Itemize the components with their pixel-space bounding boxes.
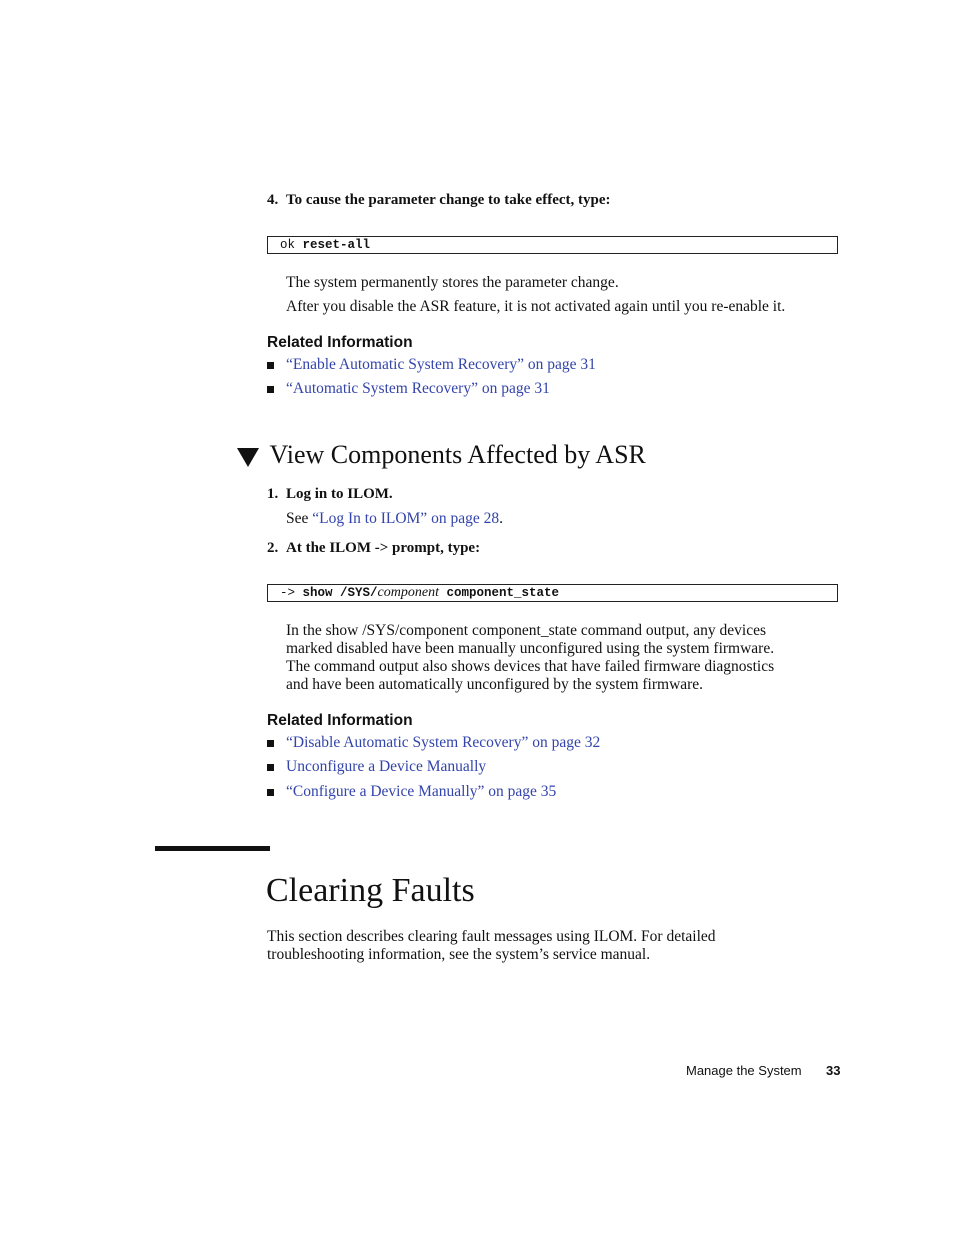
- xref-link[interactable]: “Configure a Device Manually” on page 35: [286, 783, 557, 800]
- xref-link[interactable]: “Enable Automatic System Recovery” on page 31: [286, 356, 596, 373]
- paragraph: After you disable the ASR feature, it is not activated again until you re-enable it.: [286, 298, 786, 315]
- step-number: 4.: [267, 192, 279, 208]
- code-command-property: component_state: [446, 586, 560, 600]
- code-argument: component: [377, 585, 439, 600]
- section-heading: [237, 440, 646, 470]
- paragraph-line: troubleshooting information, see the system’s service manual.: [267, 946, 651, 963]
- paragraph-line: marked disabled have been manually unconfigured using the system firmware.: [286, 640, 775, 657]
- step-number: 2.: [267, 540, 279, 556]
- chapter-title: Clearing Faults: [266, 872, 475, 909]
- code-prompt: ok: [280, 238, 296, 252]
- step-text: At the ILOM -> prompt, type:: [286, 540, 481, 556]
- see-reference: [286, 510, 503, 528]
- bullet-icon: [267, 386, 274, 393]
- chapter-rule: [155, 846, 270, 851]
- step-text: Log in to ILOM.: [286, 486, 393, 502]
- paragraph-line: and have been automatically unconfigured by the system firmware.: [286, 676, 704, 693]
- xref-link[interactable]: “Log In to ILOM” on page 28: [312, 510, 500, 527]
- bullet-icon: [267, 764, 274, 771]
- paragraph: The system permanently stores the parameter change.: [286, 274, 619, 291]
- bullet-icon: [267, 789, 274, 796]
- step-2: [267, 540, 480, 557]
- related-info-heading: Related Information: [267, 334, 413, 351]
- triangle-down-icon: [237, 448, 259, 467]
- step-number: 1.: [267, 486, 279, 502]
- xref-link[interactable]: “Disable Automatic System Recovery” on page 32: [286, 734, 601, 751]
- paragraph: [286, 622, 774, 694]
- xref-link[interactable]: Unconfigure a Device Manually: [286, 758, 487, 775]
- step-4: [267, 192, 611, 209]
- footer-section-name: Manage the System: [686, 1063, 802, 1078]
- see-suffix: .: [499, 510, 503, 527]
- code-block-show: [267, 584, 838, 602]
- code-block-reset: [267, 236, 838, 254]
- xref-link[interactable]: “Automatic System Recovery” on page 31: [286, 380, 550, 397]
- related-info-heading: Related Information: [267, 712, 413, 729]
- bullet-icon: [267, 740, 274, 747]
- page-number: 33: [826, 1063, 841, 1078]
- paragraph-line: The command output also shows devices that have failed firmware diagnostics: [286, 658, 775, 675]
- paragraph: [267, 928, 716, 964]
- step-text: To cause the parameter change to take effect, type:: [286, 192, 611, 208]
- see-prefix: See: [286, 510, 313, 527]
- code-prompt: ->: [280, 586, 296, 600]
- code-command: reset-all: [302, 238, 371, 252]
- step-1: [267, 486, 393, 503]
- code-command: show /SYS/: [302, 586, 378, 600]
- section-title: View Components Affected by ASR: [269, 440, 646, 469]
- paragraph-line: In the show /SYS/component component_state command output, any devices: [286, 622, 766, 639]
- paragraph-line: This section describes clearing fault messages using ILOM. For detailed: [267, 928, 716, 945]
- bullet-icon: [267, 362, 274, 369]
